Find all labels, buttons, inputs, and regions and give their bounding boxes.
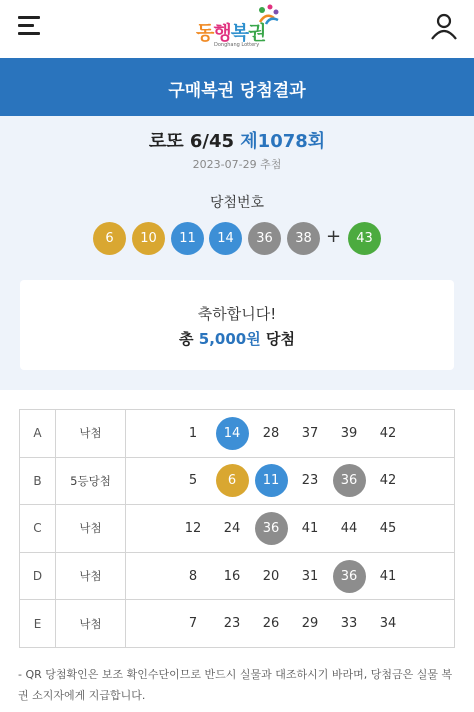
ticket-row: [20, 410, 455, 458]
ticket-letter: D: [20, 552, 56, 600]
winning-ball: 10: [132, 222, 165, 255]
ticket-row: [20, 600, 455, 648]
qr-notice: - QR 당첨확인은 보조 확인수단이므로 반드시 실물과 대조하시기 바라며, 당첨금은 실물 복권 소지자에게 지급합니다.: [18, 668, 453, 702]
game-title: [0, 127, 474, 153]
prize-amount: 5,000원: [198, 330, 261, 348]
ticket-number: 42: [379, 473, 397, 489]
logo-char: 동: [196, 22, 214, 44]
ticket-number: 34: [379, 616, 397, 632]
ticket-number: 20: [262, 568, 280, 584]
ticket-letter: C: [20, 505, 56, 553]
ticket-result: 낙첨: [56, 505, 126, 553]
bonus-ball: 43: [348, 222, 381, 255]
ticket-number: 28: [262, 425, 280, 441]
prize-prefix: 총: [179, 330, 194, 348]
logo-char: 복: [230, 22, 249, 44]
ticket-row: [20, 552, 455, 600]
matched-number-ball: 14: [216, 417, 249, 450]
logo-char: 권: [248, 22, 266, 44]
winning-ball: 6: [93, 222, 126, 255]
prize-total: [0, 328, 474, 349]
ticket-number: 41: [301, 520, 319, 536]
menu-line: [18, 32, 40, 35]
ticket-result: 5등당첨: [56, 457, 126, 505]
logo-subtitle: Donghang Lottery: [214, 42, 260, 48]
winning-ball: 36: [248, 222, 281, 255]
draw-date: 2023-07-29 추첨: [192, 158, 282, 171]
ticket-number: 7: [188, 616, 198, 632]
ticket-numbers: [126, 600, 455, 648]
ticket-number: 24: [223, 520, 241, 536]
ticket-row: [20, 505, 455, 553]
ticket-number: 16: [223, 568, 241, 584]
ticket-letter: B: [20, 457, 56, 505]
ticket-number: 29: [301, 616, 319, 632]
ticket-number: 8: [188, 568, 198, 584]
ticket-number: 23: [301, 473, 319, 489]
congrats-message: 축하합니다!: [197, 305, 277, 323]
winning-ball: 11: [171, 222, 204, 255]
menu-line: [18, 24, 34, 27]
ticket-numbers: [126, 552, 455, 600]
ticket-number: 26: [262, 616, 280, 632]
ticket-number: 41: [379, 568, 397, 584]
game-name: 로또 6/45: [148, 131, 235, 152]
prize-card: [20, 280, 454, 370]
ticket-number: 23: [223, 616, 241, 632]
matched-number-ball: 36: [333, 560, 366, 593]
user-account-icon[interactable]: [430, 12, 458, 40]
matched-number-ball: 11: [255, 464, 288, 497]
winning-ball: 38: [287, 222, 320, 255]
ticket-number: 39: [340, 425, 358, 441]
donghang-lottery-logo[interactable]: [196, 4, 282, 50]
ticket-number: 44: [340, 520, 358, 536]
ticket-result: 낙첨: [56, 552, 126, 600]
ticket-result: 낙첨: [56, 410, 126, 458]
page-title: 구매복권 당첨결과: [168, 81, 306, 101]
prize-suffix: 당첨: [265, 330, 295, 348]
hamburger-menu-icon[interactable]: [18, 14, 42, 36]
plus-sign: +: [326, 226, 342, 247]
ticket-number: 37: [301, 425, 319, 441]
menu-line: [18, 16, 40, 19]
ticket-number: 1: [188, 425, 198, 441]
ticket-results-table: [19, 409, 455, 648]
ticket-numbers: [126, 410, 455, 458]
ticket-number: 31: [301, 568, 319, 584]
winning-ball: 14: [209, 222, 242, 255]
ticket-numbers: [126, 457, 455, 505]
ticket-number: 33: [340, 616, 358, 632]
matched-number-ball: 6: [216, 464, 249, 497]
winning-numbers-label: 당첨번호: [209, 195, 265, 211]
game-round: 제1078회: [240, 131, 326, 152]
ticket-number: 42: [379, 425, 397, 441]
matched-number-ball: 36: [255, 512, 288, 545]
logo-char: 행: [213, 22, 231, 44]
ticket-letter: E: [20, 600, 56, 648]
ticket-result: 낙첨: [56, 600, 126, 648]
matched-number-ball: 36: [333, 464, 366, 497]
ticket-letter: A: [20, 410, 56, 458]
ticket-row: [20, 457, 455, 505]
ticket-numbers: [126, 505, 455, 553]
ticket-number: 45: [379, 520, 397, 536]
ticket-number: 12: [184, 520, 202, 536]
logo-text: [196, 18, 265, 45]
ticket-number: 5: [188, 473, 198, 489]
